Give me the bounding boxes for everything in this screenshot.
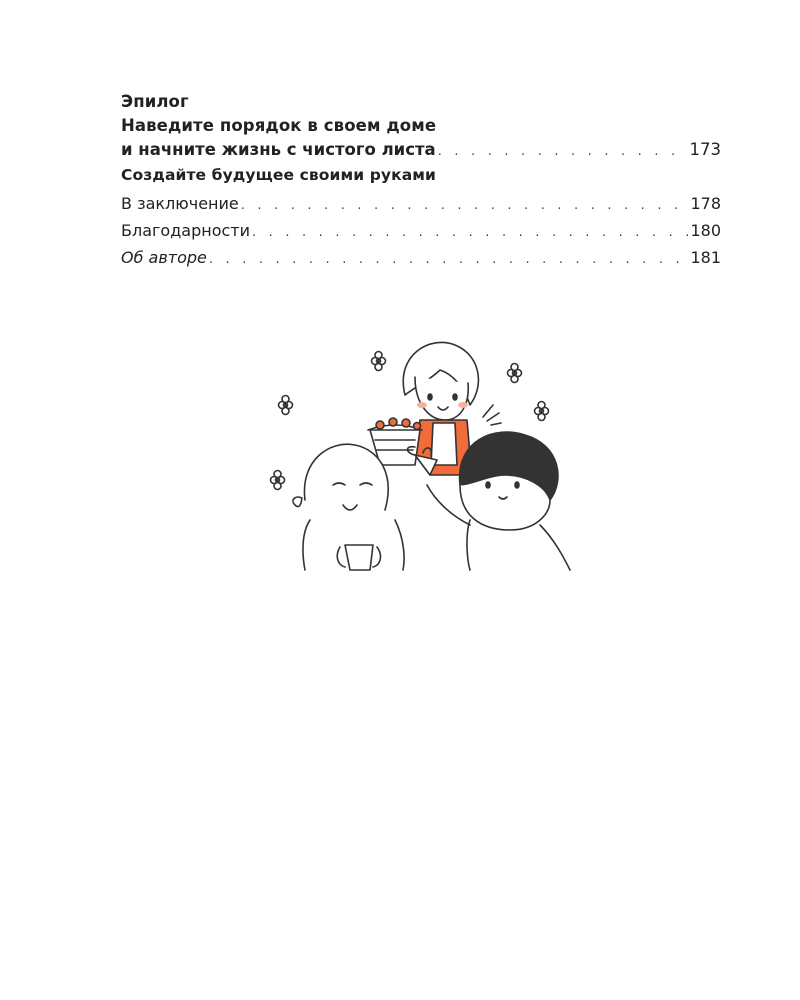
epilogue-title-line1: Наведите порядок в своем доме — [121, 116, 437, 135]
dot-leader — [252, 220, 688, 245]
toc-entry-about-author[interactable] — [121, 245, 721, 272]
flower-icon — [279, 396, 293, 415]
dot-leader — [209, 247, 689, 272]
table-of-contents — [121, 90, 721, 272]
entry-label: Благодарности — [121, 221, 250, 240]
page-number: 178 — [690, 194, 721, 213]
flower-icon — [535, 402, 549, 421]
page-number: 180 — [690, 221, 721, 240]
flower-icon — [372, 352, 386, 371]
page-number: 181 — [690, 248, 721, 267]
toc-entry-epilogue[interactable] — [121, 138, 721, 164]
toc-entry-conclusion[interactable] — [121, 191, 721, 218]
page-number: 173 — [689, 140, 721, 159]
flower-icon — [271, 471, 285, 490]
toc-entry-acknowledgements[interactable] — [121, 218, 721, 245]
dot-leader — [438, 140, 688, 164]
epilogue-label: Эпилог — [121, 92, 189, 111]
family-with-cake-illustration — [255, 325, 585, 575]
entry-label: В заключение — [121, 194, 239, 213]
entry-label: Об авторе — [121, 248, 207, 267]
epilogue-subtitle: Создайте будущее своими руками — [121, 166, 437, 184]
flower-icon — [508, 364, 522, 383]
dot-leader — [241, 193, 689, 218]
epilogue-title-line2: и начните жизнь с чистого листа — [121, 140, 436, 159]
